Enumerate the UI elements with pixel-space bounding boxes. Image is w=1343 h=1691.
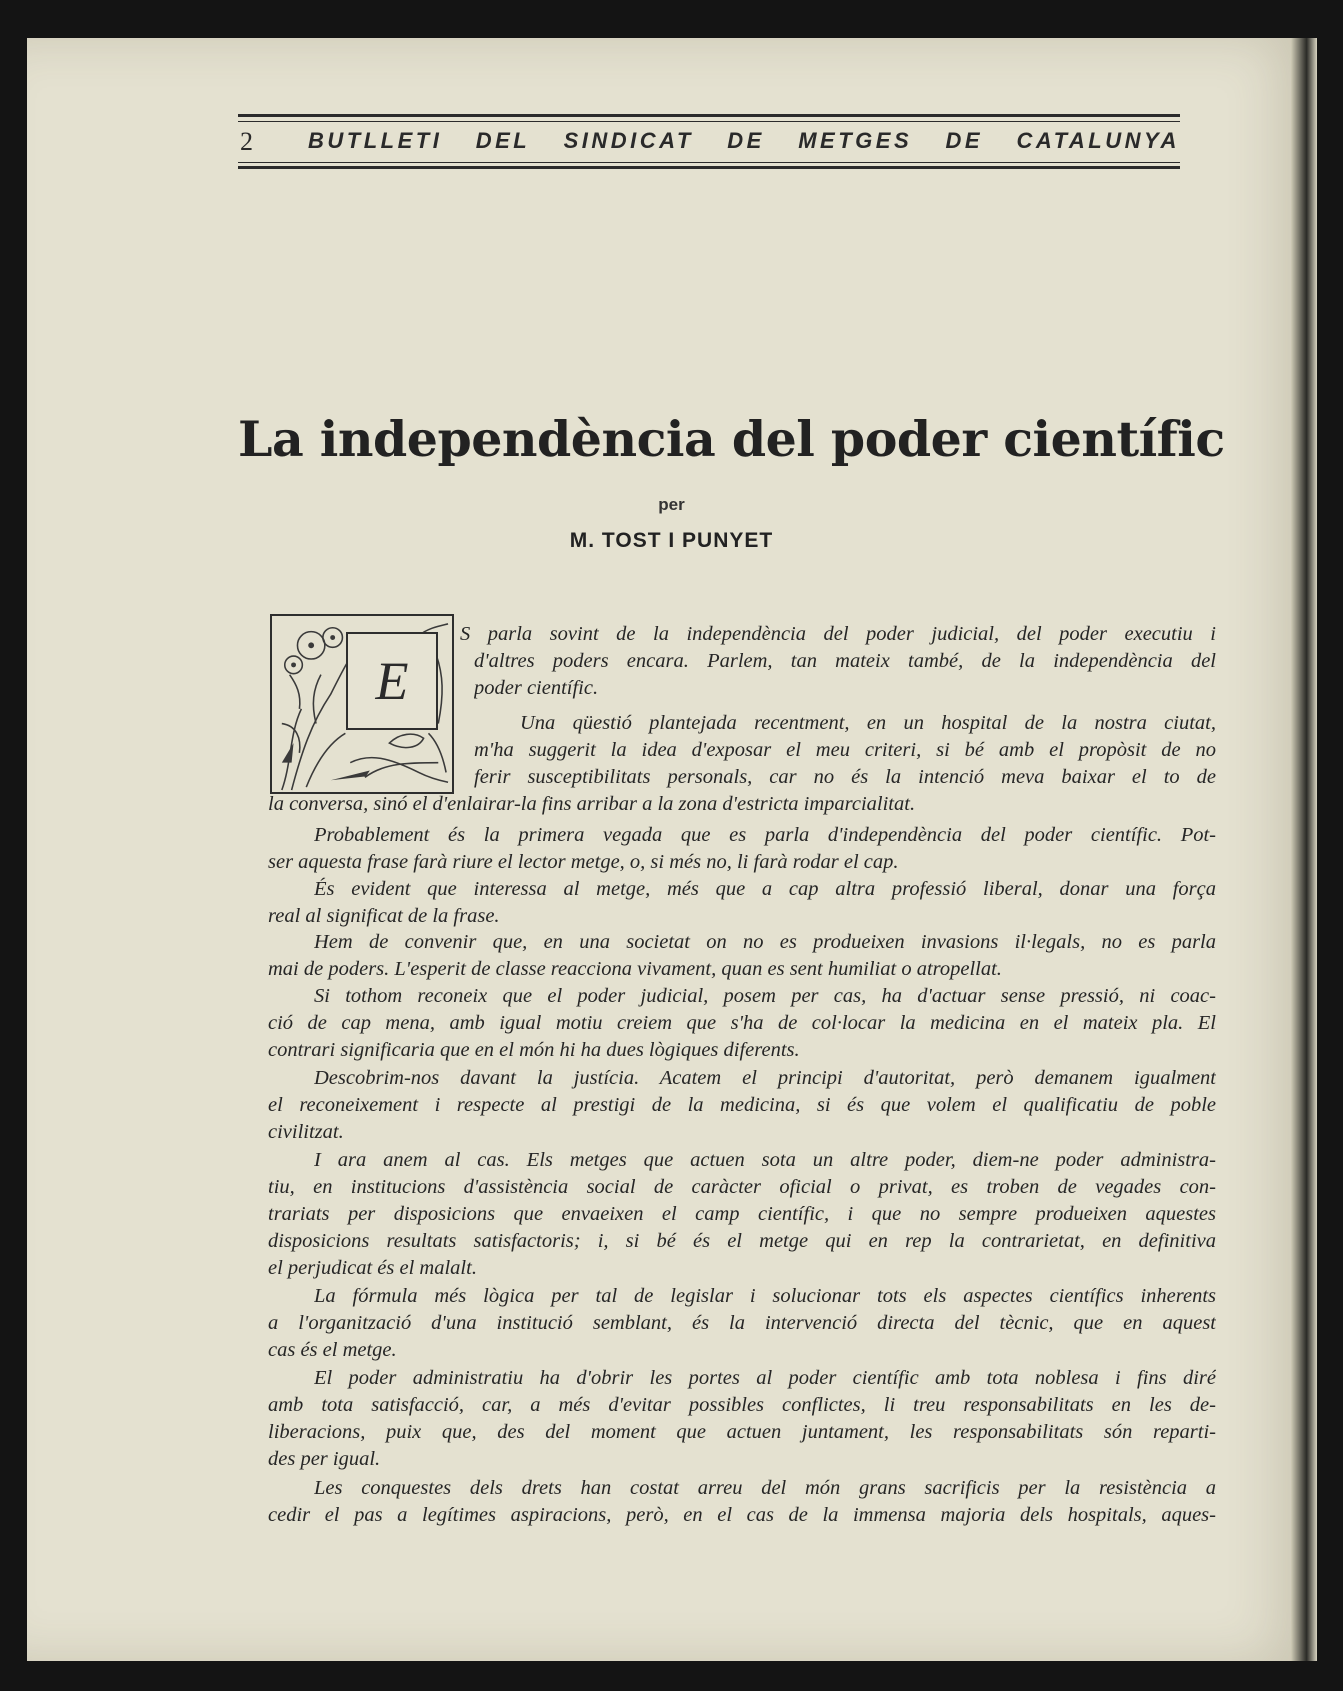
byline-author: M. TOST I PUNYET: [569, 529, 774, 552]
body-text-line: disposicions resultats satisfactoris; i, si bé és el metge qui en rep la contrarietat, en definitiva: [268, 1230, 1216, 1252]
journal-word: BUTLLETI: [308, 128, 443, 153]
drop-cap-frame: [346, 632, 438, 730]
header-rule: [238, 166, 1180, 169]
body-text-line: el perjudicat és el malalt.: [268, 1257, 477, 1279]
body-text-line: tiu, en institucions d'assistència social de caràcter oficial o privat, es troben de vegades con-: [268, 1176, 1216, 1198]
body-text-line: ser aquesta frase farà riure el lector metge, o, si més no, li farà rodar el cap.: [268, 851, 899, 873]
body-text-line: S parla sovint de la independència del poder judicial, del poder executiu i: [460, 623, 1216, 645]
body-text-line: contrari significaria que en el món hi ha dues lògiques diferents.: [268, 1039, 800, 1061]
header-rule: [238, 121, 1180, 122]
body-text-line: el reconeixement i respecte al prestigi de la medicina, si és que volem el qualificatiu de poble: [268, 1094, 1216, 1116]
journal-word: CATALUNYA: [1016, 128, 1180, 153]
body-text-line: ferir susceptibilitats personals, car no és la intenció meva baixar el to de: [474, 766, 1216, 788]
body-text-line: cedir el pas a legítimes aspiracions, però, en el cas de la immensa majoria dels hospitals, aques-: [268, 1504, 1216, 1526]
body-text-line: El poder administratiu ha d'obrir les portes al poder científic amb tota noblesa i fins diré: [314, 1367, 1216, 1389]
byline-prefix: per: [658, 495, 685, 514]
page-fold: [1291, 38, 1317, 1661]
body-text-line: Si tothom reconeix que el poder judicial, posem per cas, ha d'actuar sense pressió, ni coac-: [314, 985, 1216, 1007]
body-text-line: a l'organització d'una institució semblant, és la intervenció directa del tècnic, que en aquest: [268, 1312, 1216, 1334]
body-text-line: cas és el metge.: [268, 1339, 397, 1361]
drop-cap-ornament: [270, 614, 454, 794]
journal-word: DEL: [475, 128, 531, 153]
body-text-line: trariats per disposicions que envaeixen el camp científic, i que no sempre produeixen aquestes: [268, 1203, 1216, 1225]
body-text-line: poder científic.: [474, 677, 599, 699]
body-text-line: Les conquestes dels drets han costat arreu del món grans sacrificis per la resistència a: [314, 1477, 1216, 1499]
body-text-line: amb tota satisfacció, car, a més d'evitar possibles conflictes, li treu responsabilitats en les de-: [268, 1394, 1216, 1416]
journal-name: [308, 128, 1180, 154]
running-header: [238, 114, 1180, 172]
body-text-line: d'altres poders encara. Parlem, tan mateix també, de la independència del: [474, 650, 1216, 672]
header-rule: [238, 114, 1180, 117]
body-text-line: civilitzat.: [268, 1121, 344, 1143]
body-text-line: liberacions, puix que, des del moment que actuen juntament, les responsabilitats són reparti-: [268, 1421, 1216, 1443]
journal-word: METGES: [798, 128, 913, 153]
body-text-line: I ara anem al cas. Els metges que actuen sota un altre poder, diem-ne poder administra-: [314, 1149, 1216, 1171]
body-text-line: mai de poders. L'esperit de classe reacciona vivament, quan es sent humiliat o atropellat.: [268, 958, 1002, 980]
drop-cap-letter: E: [375, 651, 409, 711]
article-title: La independència del poder científic: [238, 410, 1225, 468]
body-text-line: Una qüestió plantejada recentment, en un hospital de la nostra ciutat,: [520, 712, 1216, 734]
body-text-line: La fórmula més lògica per tal de legislar i solucionar tots els aspectes científics inherents: [314, 1285, 1216, 1307]
body-text-line: m'ha suggerit la idea d'exposar el meu criteri, si bé amb el propòsit de no: [474, 739, 1216, 761]
body-text-line: Hem de convenir que, en una societat on no es produeixen invasions il·legals, no es parla: [314, 931, 1216, 953]
body-text-line: la conversa, sinó el d'enlairar-la fins arribar a la zona d'estricta imparcialitat.: [268, 793, 916, 815]
body-text-line: Descobrim-nos davant la justícia. Acatem el principi d'autoritat, però demanem igualment: [314, 1067, 1216, 1089]
journal-word: DE: [945, 128, 984, 153]
body-text-line: Probablement és la primera vegada que es parla d'independència del poder científic. Pot-: [314, 824, 1216, 846]
page-number: 2: [240, 127, 253, 156]
body-text-line: des per igual.: [268, 1448, 381, 1470]
journal-word: SINDICAT: [563, 128, 694, 153]
header-rule: [238, 162, 1180, 163]
body-text-line: És evident que interessa al metge, més que a cap altra professió liberal, donar una força: [314, 878, 1216, 900]
journal-word: DE: [727, 128, 765, 153]
body-text-line: ció de cap mena, amb igual motiu creiem que s'ha de col·locar la medicina en el mateix pla. El: [268, 1012, 1216, 1034]
body-text-line: real al significat de la frase.: [268, 905, 500, 927]
